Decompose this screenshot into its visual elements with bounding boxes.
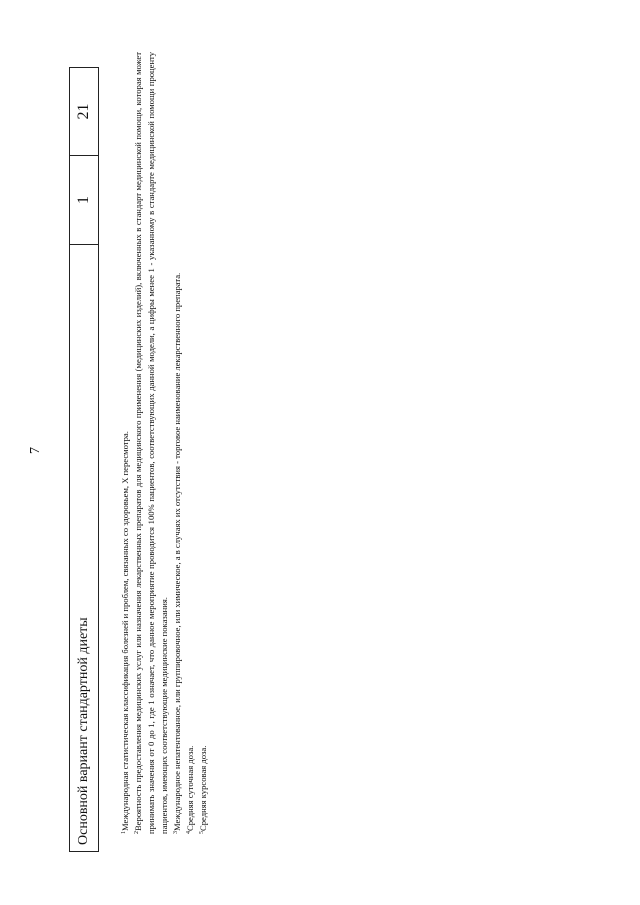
table-row — [70, 68, 99, 852]
diet-table — [69, 67, 99, 852]
footnote-5: $^5$Средняя курсовая доза. — [198, 745, 208, 834]
value-cell-2: 21 — [70, 68, 99, 156]
page-number: 7 — [28, 447, 43, 454]
footnote-3: $^3$Международное непатентованное, или группировочное, или химическое, а в случаях их отсутствия - торговое наименование лекарственного препарата. — [172, 272, 182, 834]
diet-name-cell: Основной вариант стандартной диеты — [70, 245, 99, 852]
footnote-2: $^2$Вероятность предоставления медицинских услуг или назначения лекарственных препаратов для медицинского применения (медицинских изделий), включенных в стандарт медицинской помощи, которая может принимать значения от 0 до 1, где 1 означает, что данное мероприятие проводится 100% пациентов, соответствующих данной модели, а цифры менее 1 - указанному в стандарте медицинской помощи проценту пациентов, имеющих соответствующие медицинские показания. — [133, 52, 169, 834]
footnote-4: $^4$Средняя суточная доза. — [185, 745, 195, 834]
footnotes — [119, 52, 210, 842]
value-cell-1: 1 — [70, 156, 99, 245]
footnote-1: $^1$Международная статистическая классификация болезней и проблем, связанных со здоровьем, X пересмотра. — [120, 431, 130, 834]
